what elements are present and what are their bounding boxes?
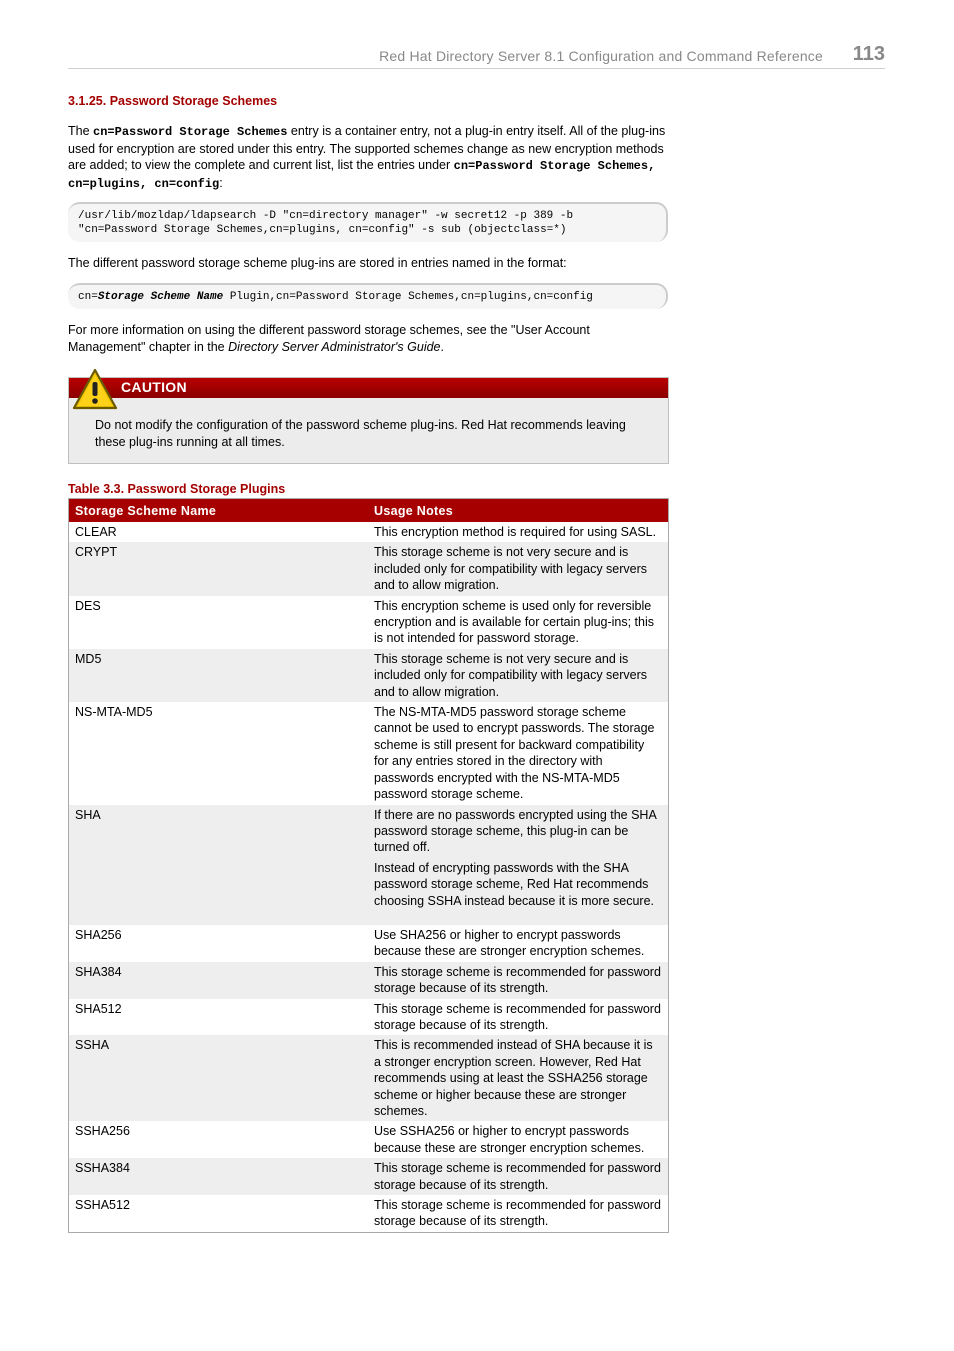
scheme-name-cell: MD5 [69,649,368,702]
code-suffix: Plugin,cn=Password Storage Schemes,cn=plugins,cn=config [223,291,593,303]
scheme-name-cell: DES [75,598,101,613]
ldapsearch-code-block: /usr/lib/mozldap/ldapsearch -D "cn=directory manager" -w secret12 -p 389 -b "cn=Password Storage Schemes,cn=plugins, cn=config" -s sub (objectclass=*) [68,202,668,242]
more-info-paragraph [68,322,668,355]
intro-text-2: entry is a container entry, not a plug-in entry itself. All of the plug-ins used for encryption are stored under this entry. The supported schemes change as new encryption methods are added; to view the complete and current list, list the entries under [68,124,666,172]
column-header-notes: Usage Notes [368,499,668,522]
code-variable: Storage Scheme Name [97,291,224,303]
format-paragraph: The different password storage scheme plug-ins are stored in entries named in the format: [68,256,567,270]
header-title: Red Hat Directory Server 8.1 Configuration and Command Reference [379,48,823,64]
scheme-name-cell: SHA512 [75,1001,122,1016]
scheme-name-cell: SSHA [69,1035,368,1121]
usage-note-paragraph: If there are no passwords encrypted using the SHA password storage scheme, this plug-in can be turned off. [374,807,657,855]
usage-note-paragraph: Instead of encrypting passwords with the SHA password storage scheme, Red Hat recommends choosing SSHA instead because it is more secure. [374,860,655,908]
table-row [69,805,668,925]
table-row [69,999,668,1036]
table-row [69,542,668,595]
usage-notes-cell: Use SSHA256 or higher to encrypt passwords because these are stronger encryption schemes. [374,1124,645,1155]
table-row [69,962,668,999]
intro-entry-name: cn=Password Storage Schemes [93,125,288,139]
usage-notes-cell: This storage scheme is recommended for password storage because of its strength. [374,1001,661,1032]
table-row [69,1121,668,1158]
table-row [69,925,668,962]
code-prefix: cn= [78,291,98,303]
usage-notes-cell: This storage scheme is not very secure and is included only for compatibility with legacy servers and to allow migration. [368,542,668,595]
table-row [69,1195,668,1232]
page-header [68,40,885,69]
table-row [69,702,668,804]
scheme-name-cell: SSHA512 [75,1198,130,1213]
caution-box [68,377,669,464]
password-plugins-table [68,498,669,1233]
scheme-name-cell: CRYPT [69,542,368,595]
scheme-name-cell: SHA [69,805,368,925]
entry-format-code-block [68,283,668,309]
table-row [69,522,668,542]
usage-notes-cell: This storage scheme is recommended for password storage because of its strength. [368,962,668,999]
usage-notes-cell: Use SHA256 or higher to encrypt passwords because these are stronger encryption schemes. [374,927,645,959]
scheme-name-cell: SSHA384 [69,1158,368,1195]
table-header-row [69,499,668,522]
table-row [69,596,668,649]
usage-notes-cell: This is recommended instead of SHA because it is a stronger encryption screen. However, Red Hat recommends using at least the SSHA256 storage scheme or higher because these are stronger schemes. [368,1035,668,1121]
usage-notes-cell: This storage scheme is not very secure and is included only for compatibility with legacy servers and to allow migration. [368,649,668,702]
caution-title: CAUTION [121,379,187,395]
table-title: Table 3.3. Password Storage Plugins [68,482,286,496]
more-info-end: . [440,339,444,354]
intro-text-1: The [68,124,94,138]
table-row [69,1035,668,1121]
scheme-name-cell: SSHA256 [75,1124,130,1139]
warning-icon [72,368,118,410]
usage-notes-cell: This encryption scheme is used only for reversible encryption and is available for certain plug-ins; this is not intended for password storage. [374,598,655,646]
section-heading: 3.1.25. Password Storage Schemes [68,94,278,108]
guide-title: Directory Server Administrator's Guide [228,339,441,354]
table-row [69,649,668,702]
caution-text: Do not modify the configuration of the password scheme plug-ins. Red Hat recommends leaving these plug-ins running at all times. [95,418,626,449]
table-row [69,1158,668,1195]
usage-notes-cell: This storage scheme is recommended for password storage because of its strength. [368,1158,668,1195]
page-number: 113 [852,43,885,65]
usage-notes-cell [368,805,668,925]
scheme-name-cell: SHA384 [69,962,368,999]
usage-notes-cell: This encryption method is required for using SASL. [374,525,657,539]
intro-text-3: : [219,175,223,190]
column-header-name: Storage Scheme Name [69,499,368,522]
usage-notes-cell: The NS-MTA-MD5 password storage scheme cannot be used to encrypt passwords. The storage scheme is still present for backward compatibility for any entries stored in the directory with passwords encrypted with the NS-MTA-MD5 password storage scheme. [374,705,655,802]
scheme-name-cell: NS-MTA-MD5 [75,705,153,720]
scheme-name-cell: CLEAR [75,525,117,539]
scheme-name-cell: SHA256 [75,927,122,942]
usage-notes-cell: This storage scheme is recommended for password storage because of its strength. [374,1198,661,1229]
more-info-text: For more information on using the different password storage schemes, see the "User Account Management" chapter in the [68,323,590,354]
intro-paragraph [68,123,668,192]
intro-dn: cn=Password Storage Schemes, cn=plugins, cn=config [68,159,656,191]
